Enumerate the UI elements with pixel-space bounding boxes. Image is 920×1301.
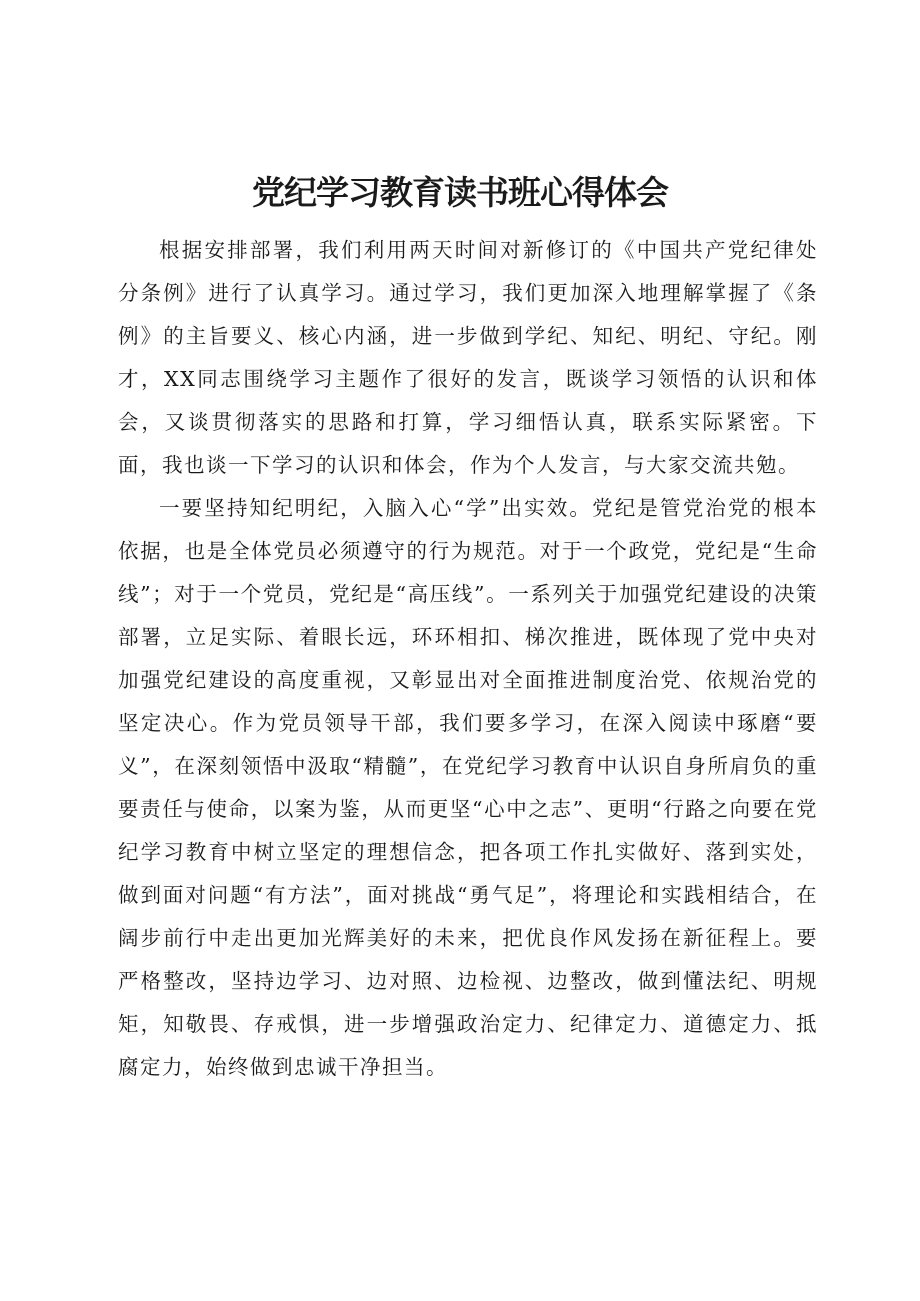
document-title: 党纪学习教育读书班心得体会	[252, 173, 668, 212]
document-body	[118, 229, 818, 1089]
paragraph-point-one: 一要坚持知纪明纪，入脑入心“学”出实效。党纪是管党治党的根本依据，也是全体党员必须遵守的行为规范。对于一个政党，党纪是“生命线”；对于一个党员，党纪是“高压线”。一系列关于加强党纪建设的决策部署，立足实际、着眼长远，环环相扣、梯次推进，既体现了党中央对加强党纪建设的高度重视，又彰显出对全面推进制度治党、依规治党的坚定决心。作为党员领导干部，我们要多学习，在深入阅读中琢磨“要义”，在深刻领悟中汲取“精髓”，在党纪学习教育中认识自身所肩负的重要责任与使命，以案为鉴，从而更坚“心中之志”、更明“行路之向要在党纪学习教育中树立坚定的理想信念，把各项工作扎实做好、落到实处，做到面对问题“有方法”，面对挑战“勇气足”，将理论和实践相结合，在阔步前行中走出更加光辉美好的未来，把优良作风发扬在新征程上。要严格整改，坚持边学习、边对照、边检视、边整改，做到懂法纪、明规矩，知敬畏、存戒惧，进一步增强政治定力、纪律定力、道德定力、抵腐定力，始终做到忠诚干净担当。	[118, 496, 818, 1079]
paragraph-intro: 根据安排部署，我们利用两天时间对新修订的《中国共产党纪律处分条例》进行了认真学习。通过学习，我们更加深入地理解掌握了《条例》的主旨要义、核心内涵，进一步做到学纪、知纪、明纪、守纪。刚才，XX同志围绕学习主题作了很好的发言，既谈学习领悟的认识和体会，又谈贯彻落实的思路和打算，学习细悟认真，联系实际紧密。下面，我也谈一下学习的认识和体会，作为个人发言，与大家交流共勉。	[118, 238, 818, 477]
